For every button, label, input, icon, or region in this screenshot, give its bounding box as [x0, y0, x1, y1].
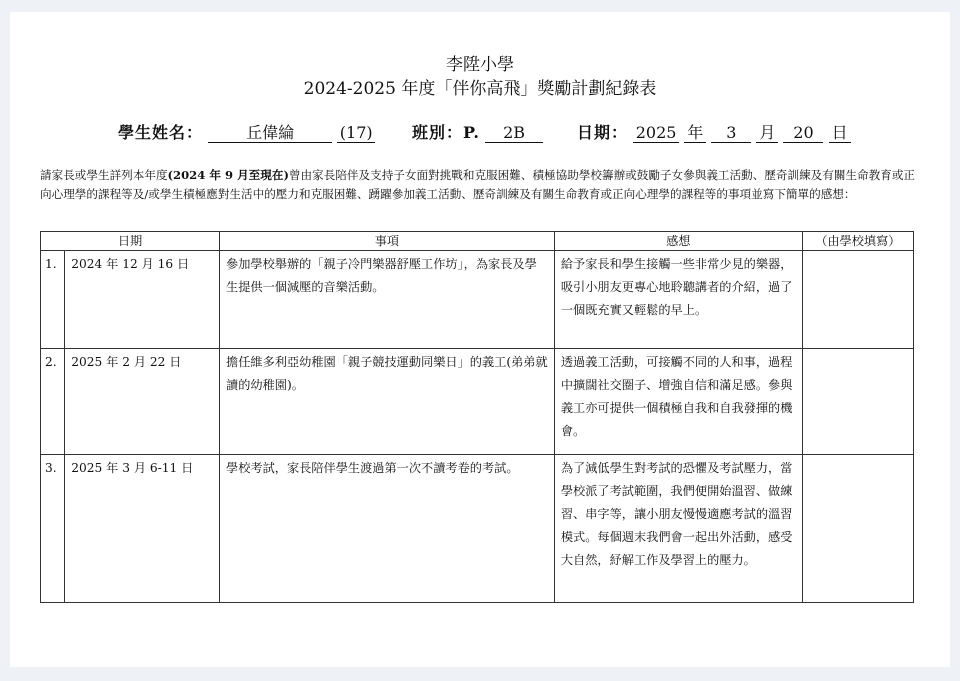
day-unit: 日: [829, 124, 851, 143]
form-title: 2024-2025 年度「伴你高飛」獎勵計劃紀錄表: [303, 79, 657, 99]
date-day: 20: [783, 124, 823, 143]
student-number: (17): [337, 124, 375, 143]
row-number: 2.: [41, 349, 65, 455]
instructions-period: (2024 年 9 月至現在): [167, 168, 289, 182]
date-row: [577, 120, 851, 143]
date-year: 2025: [633, 124, 679, 143]
row-school-use: [802, 349, 913, 455]
date-month: 3: [711, 124, 751, 143]
header-feeling: 感想: [554, 232, 802, 251]
school-name: 李陞小學: [446, 55, 514, 75]
table-row: [41, 349, 914, 455]
row-number: 3.: [41, 455, 65, 603]
instructions-body: 曾由家長陪伴及支持子女面對挑戰和克服困難、積極協助學校籌辦或鼓勵子女參與義工活動、歷奇訓練及有關生命教育或正向心理學的課程等及/或學生積極應對生活中的壓力和克服困難、踴躍參加義工活動、歷奇訓練及有關生命教育或正向心理學的課程等的事項並寫下簡單的感想：: [40, 168, 916, 201]
date-label: 日期：: [577, 123, 629, 142]
class-value: 2B: [485, 124, 543, 143]
row-feeling: 給予家長和學生接觸一些非常少見的樂器，吸引小朋友更專心地聆聽講者的介紹，過了一個既充實又輕鬆的早上。: [554, 251, 802, 349]
month-unit: 月: [756, 124, 778, 143]
student-name-value: 丘偉綸: [208, 124, 332, 143]
header-matter: 事項: [220, 232, 555, 251]
row-school-use: [802, 251, 913, 349]
row-date: 2025 年 2 月 22 日: [65, 349, 220, 455]
row-matter: 擔任維多利亞幼稚園「親子競技運動同樂日」的義工(弟弟就讀的幼稚園)。: [220, 349, 555, 455]
year-unit: 年: [684, 124, 706, 143]
row-feeling: 透過義工活動，可接觸不同的人和事，過程中擴闊社交圈子、增強自信和滿足感。參與義工亦可提供一個積極自我和自我發揮的機會。: [554, 349, 802, 455]
row-date: 2025 年 3 月 6-11 日: [65, 455, 220, 603]
row-number: 1.: [41, 251, 65, 349]
record-table: [40, 231, 914, 603]
student-name-row: [118, 120, 375, 143]
table-row: [41, 455, 914, 603]
header-date: 日期: [41, 232, 220, 251]
class-row: [412, 120, 543, 143]
table-row: [41, 251, 914, 349]
class-label: 班別：P.: [412, 123, 480, 142]
instructions-prefix: 請家長或學生詳列本年度: [40, 168, 168, 182]
instructions: [40, 166, 920, 204]
row-matter: 參加學校舉辦的「親子冷門樂器舒壓工作坊」，為家長及學生提供一個減壓的音樂活動。: [220, 251, 555, 349]
row-matter: 學校考試，家長陪伴學生渡過第一次不讀考卷的考試。: [220, 455, 555, 603]
row-feeling: 為了減低學生對考試的恐懼及考試壓力，當學校派了考試範圍，我們便開始溫習、做練習、串字等，讓小朋友慢慢適應考試的溫習模式。每個週末我們會一起出外活動，感受大自然，紓解工作及學習上的壓力。: [554, 455, 802, 603]
row-school-use: [802, 455, 913, 603]
table-header-row: [41, 232, 914, 251]
student-name-label: 學生姓名：: [118, 123, 204, 142]
header-school-use: （由學校填寫）: [802, 232, 913, 251]
row-date: 2024 年 12 月 16 日: [65, 251, 220, 349]
